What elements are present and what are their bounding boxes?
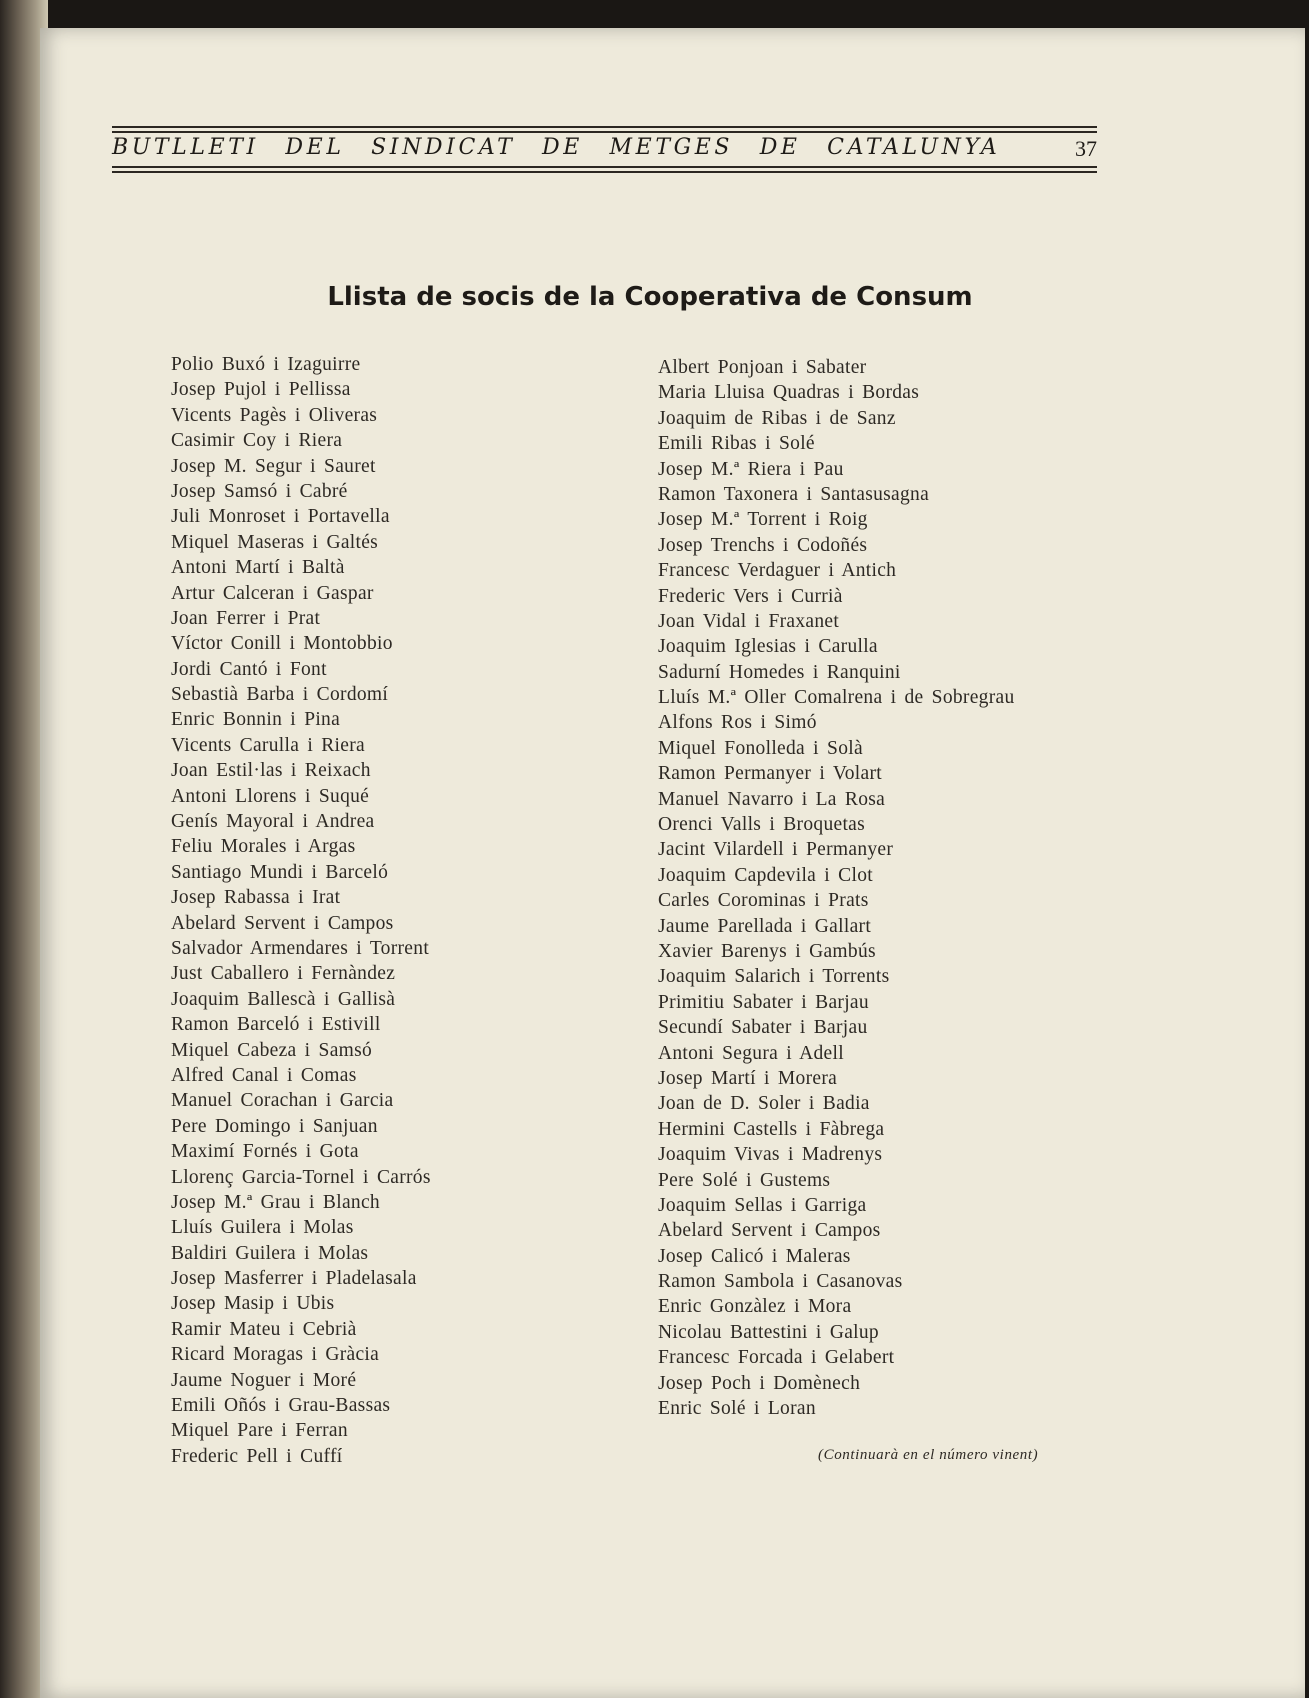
member-name: Pere Domingo i Sanjuan bbox=[171, 1115, 378, 1137]
member-name: Santiago Mundi i Barceló bbox=[171, 861, 389, 883]
member-name: Ramon Permanyer i Volart bbox=[658, 763, 882, 785]
member-name: Antoni Martí i Baltà bbox=[171, 557, 345, 579]
member-name: Abelard Servent i Campos bbox=[171, 912, 394, 934]
member-name: Ramir Mateu i Cebrià bbox=[171, 1318, 357, 1340]
member-name: Lluís M.ª Oller Comalrena i de Sobregrau bbox=[658, 687, 1015, 709]
member-name: Josep Poch i Domènech bbox=[658, 1372, 861, 1394]
member-name: Secundí Sabater i Barjau bbox=[658, 1017, 868, 1039]
member-name: Alfons Ros i Simó bbox=[658, 712, 817, 734]
member-name: Joaquim de Ribas i de Sanz bbox=[658, 407, 896, 429]
member-name: Ricard Moragas i Gràcia bbox=[171, 1344, 380, 1366]
member-name: Just Caballero i Fernàndez bbox=[171, 963, 396, 985]
member-name: Joan de D. Soler i Badia bbox=[658, 1093, 870, 1115]
member-name: Miquel Fonolleda i Solà bbox=[658, 737, 863, 759]
member-name: Josep Pujol i Pellissa bbox=[171, 379, 351, 401]
member-name: Francesc Forcada i Gelabert bbox=[658, 1347, 895, 1369]
member-name: Pere Solé i Gustems bbox=[658, 1169, 831, 1191]
article-title: Llista de socis de la Cooperativa de Consum bbox=[327, 282, 973, 312]
member-list-right-column bbox=[658, 355, 1015, 1421]
member-name: Sadurní Homedes i Ranquini bbox=[658, 661, 901, 683]
member-name: Joaquim Capdevila i Clot bbox=[658, 864, 873, 886]
member-name: Jacint Vilardell i Permanyer bbox=[658, 839, 894, 861]
member-name: Antoni Llorens i Suqué bbox=[171, 785, 370, 807]
member-name: Miquel Cabeza i Samsó bbox=[171, 1039, 373, 1061]
member-name: Frederic Vers i Currià bbox=[658, 585, 843, 607]
journal-title: BUTLLETI DEL SINDICAT DE METGES DE CATALUNYA bbox=[112, 135, 1001, 160]
member-name: Joan Vidal i Fraxanet bbox=[658, 610, 840, 632]
member-name: Josep Masip i Ubis bbox=[171, 1293, 335, 1315]
member-name: Casimir Coy i Riera bbox=[171, 430, 343, 452]
member-name: Joaquim Salarich i Torrents bbox=[658, 966, 890, 988]
member-name: Joaquim Sellas i Garriga bbox=[658, 1194, 867, 1216]
member-name: Jaume Parellada i Gallart bbox=[658, 915, 872, 937]
member-name: Josep Trenchs i Codoñés bbox=[658, 534, 868, 556]
member-name: Maria Lluisa Quadras i Bordas bbox=[658, 382, 920, 404]
member-name: Alfred Canal i Comas bbox=[171, 1064, 357, 1086]
member-name: Sebastià Barba i Cordomí bbox=[171, 684, 389, 706]
header-rule-top-inner bbox=[112, 131, 1097, 133]
member-name: Josep M.ª Riera i Pau bbox=[658, 458, 844, 480]
member-name: Josep Samsó i Cabré bbox=[171, 480, 348, 502]
member-list-left-column bbox=[171, 352, 431, 1469]
member-name: Polio Buxó i Izaguirre bbox=[171, 354, 361, 375]
member-name: Joaquim Ballescà i Gallisà bbox=[171, 988, 396, 1010]
member-name: Josep M. Segur i Sauret bbox=[171, 455, 376, 477]
member-name: Joaquim Vivas i Madrenys bbox=[658, 1144, 883, 1166]
member-name: Manuel Navarro i La Rosa bbox=[658, 788, 886, 810]
member-name: Joan Ferrer i Prat bbox=[171, 607, 321, 629]
member-name: Ramon Barceló i Estivill bbox=[171, 1014, 381, 1036]
member-name: Feliu Morales i Argas bbox=[171, 836, 356, 858]
member-name: Josep Masferrer i Pladelasala bbox=[171, 1268, 417, 1290]
member-name: Enric Bonnin i Pina bbox=[171, 709, 341, 731]
member-name: Salvador Armendares i Torrent bbox=[171, 937, 430, 959]
member-name: Enric Gonzàlez i Mora bbox=[658, 1296, 852, 1318]
member-name: Joan Estil·las i Reixach bbox=[171, 760, 371, 782]
member-name: Artur Calceran i Gaspar bbox=[171, 582, 374, 604]
header-rule-top bbox=[112, 126, 1097, 128]
continuation-note: (Continuarà en el número vinent) bbox=[818, 1447, 1039, 1463]
member-name: Primitiu Sabater i Barjau bbox=[658, 991, 869, 1013]
member-name: Vicents Carulla i Riera bbox=[171, 734, 365, 756]
member-name: Albert Ponjoan i Sabater bbox=[658, 357, 867, 378]
member-name: Genís Mayoral i Andrea bbox=[171, 811, 375, 833]
member-name: Joaquim Iglesias i Carulla bbox=[658, 636, 878, 658]
member-name: Jaume Noguer i Moré bbox=[171, 1369, 357, 1391]
member-name: Antoni Segura i Adell bbox=[658, 1042, 844, 1064]
member-name: Carles Corominas i Prats bbox=[658, 890, 869, 912]
member-name: Miquel Maseras i Galtés bbox=[171, 531, 379, 553]
member-name: Vicents Pagès i Oliveras bbox=[171, 404, 378, 426]
member-name: Baldiri Guilera i Molas bbox=[171, 1242, 369, 1264]
member-name: Maximí Fornés i Gota bbox=[171, 1141, 359, 1163]
member-name: Jordi Cantó i Font bbox=[171, 658, 327, 680]
member-name: Nicolau Battestini i Galup bbox=[658, 1321, 879, 1343]
member-name: Josep Calicó i Maleras bbox=[658, 1245, 851, 1267]
member-name: Ramon Sambola i Casanovas bbox=[658, 1271, 903, 1293]
member-name: Miquel Pare i Ferran bbox=[171, 1420, 348, 1442]
page-header bbox=[112, 91, 1097, 176]
member-name: Josep M.ª Torrent i Roig bbox=[658, 509, 868, 531]
page-number: 37 bbox=[1075, 136, 1097, 161]
member-name: Manuel Corachan i Garcia bbox=[171, 1090, 394, 1112]
member-name: Josep Rabassa i Irat bbox=[171, 887, 341, 909]
header-rule-bottom bbox=[112, 171, 1097, 173]
member-name: Lluís Guilera i Molas bbox=[171, 1217, 354, 1239]
member-name: Hermini Castells i Fàbrega bbox=[658, 1118, 885, 1140]
member-name: Emili Ribas i Solé bbox=[658, 433, 815, 455]
member-name: Orenci Valls i Broquetas bbox=[658, 814, 866, 836]
member-name: Víctor Conill i Montobbio bbox=[171, 633, 393, 655]
member-name: Ramon Taxonera i Santasusagna bbox=[658, 483, 930, 505]
member-name: Xavier Barenys i Gambús bbox=[658, 940, 876, 962]
member-name: Juli Monroset i Portavella bbox=[171, 506, 390, 528]
member-name: Enric Solé i Loran bbox=[658, 1398, 816, 1420]
member-name: Josep M.ª Grau i Blanch bbox=[171, 1191, 380, 1213]
member-name: Josep Martí i Morera bbox=[658, 1067, 838, 1089]
member-name: Francesc Verdaguer i Antich bbox=[658, 560, 897, 582]
header-rule-bottom-inner bbox=[112, 166, 1097, 168]
member-name: Llorenç Garcia-Tornel i Carrós bbox=[171, 1166, 431, 1188]
member-name: Frederic Pell i Cuffí bbox=[171, 1445, 343, 1467]
member-name: Emili Oñós i Grau-Bassas bbox=[171, 1395, 391, 1417]
member-name: Abelard Servent i Campos bbox=[658, 1220, 881, 1242]
